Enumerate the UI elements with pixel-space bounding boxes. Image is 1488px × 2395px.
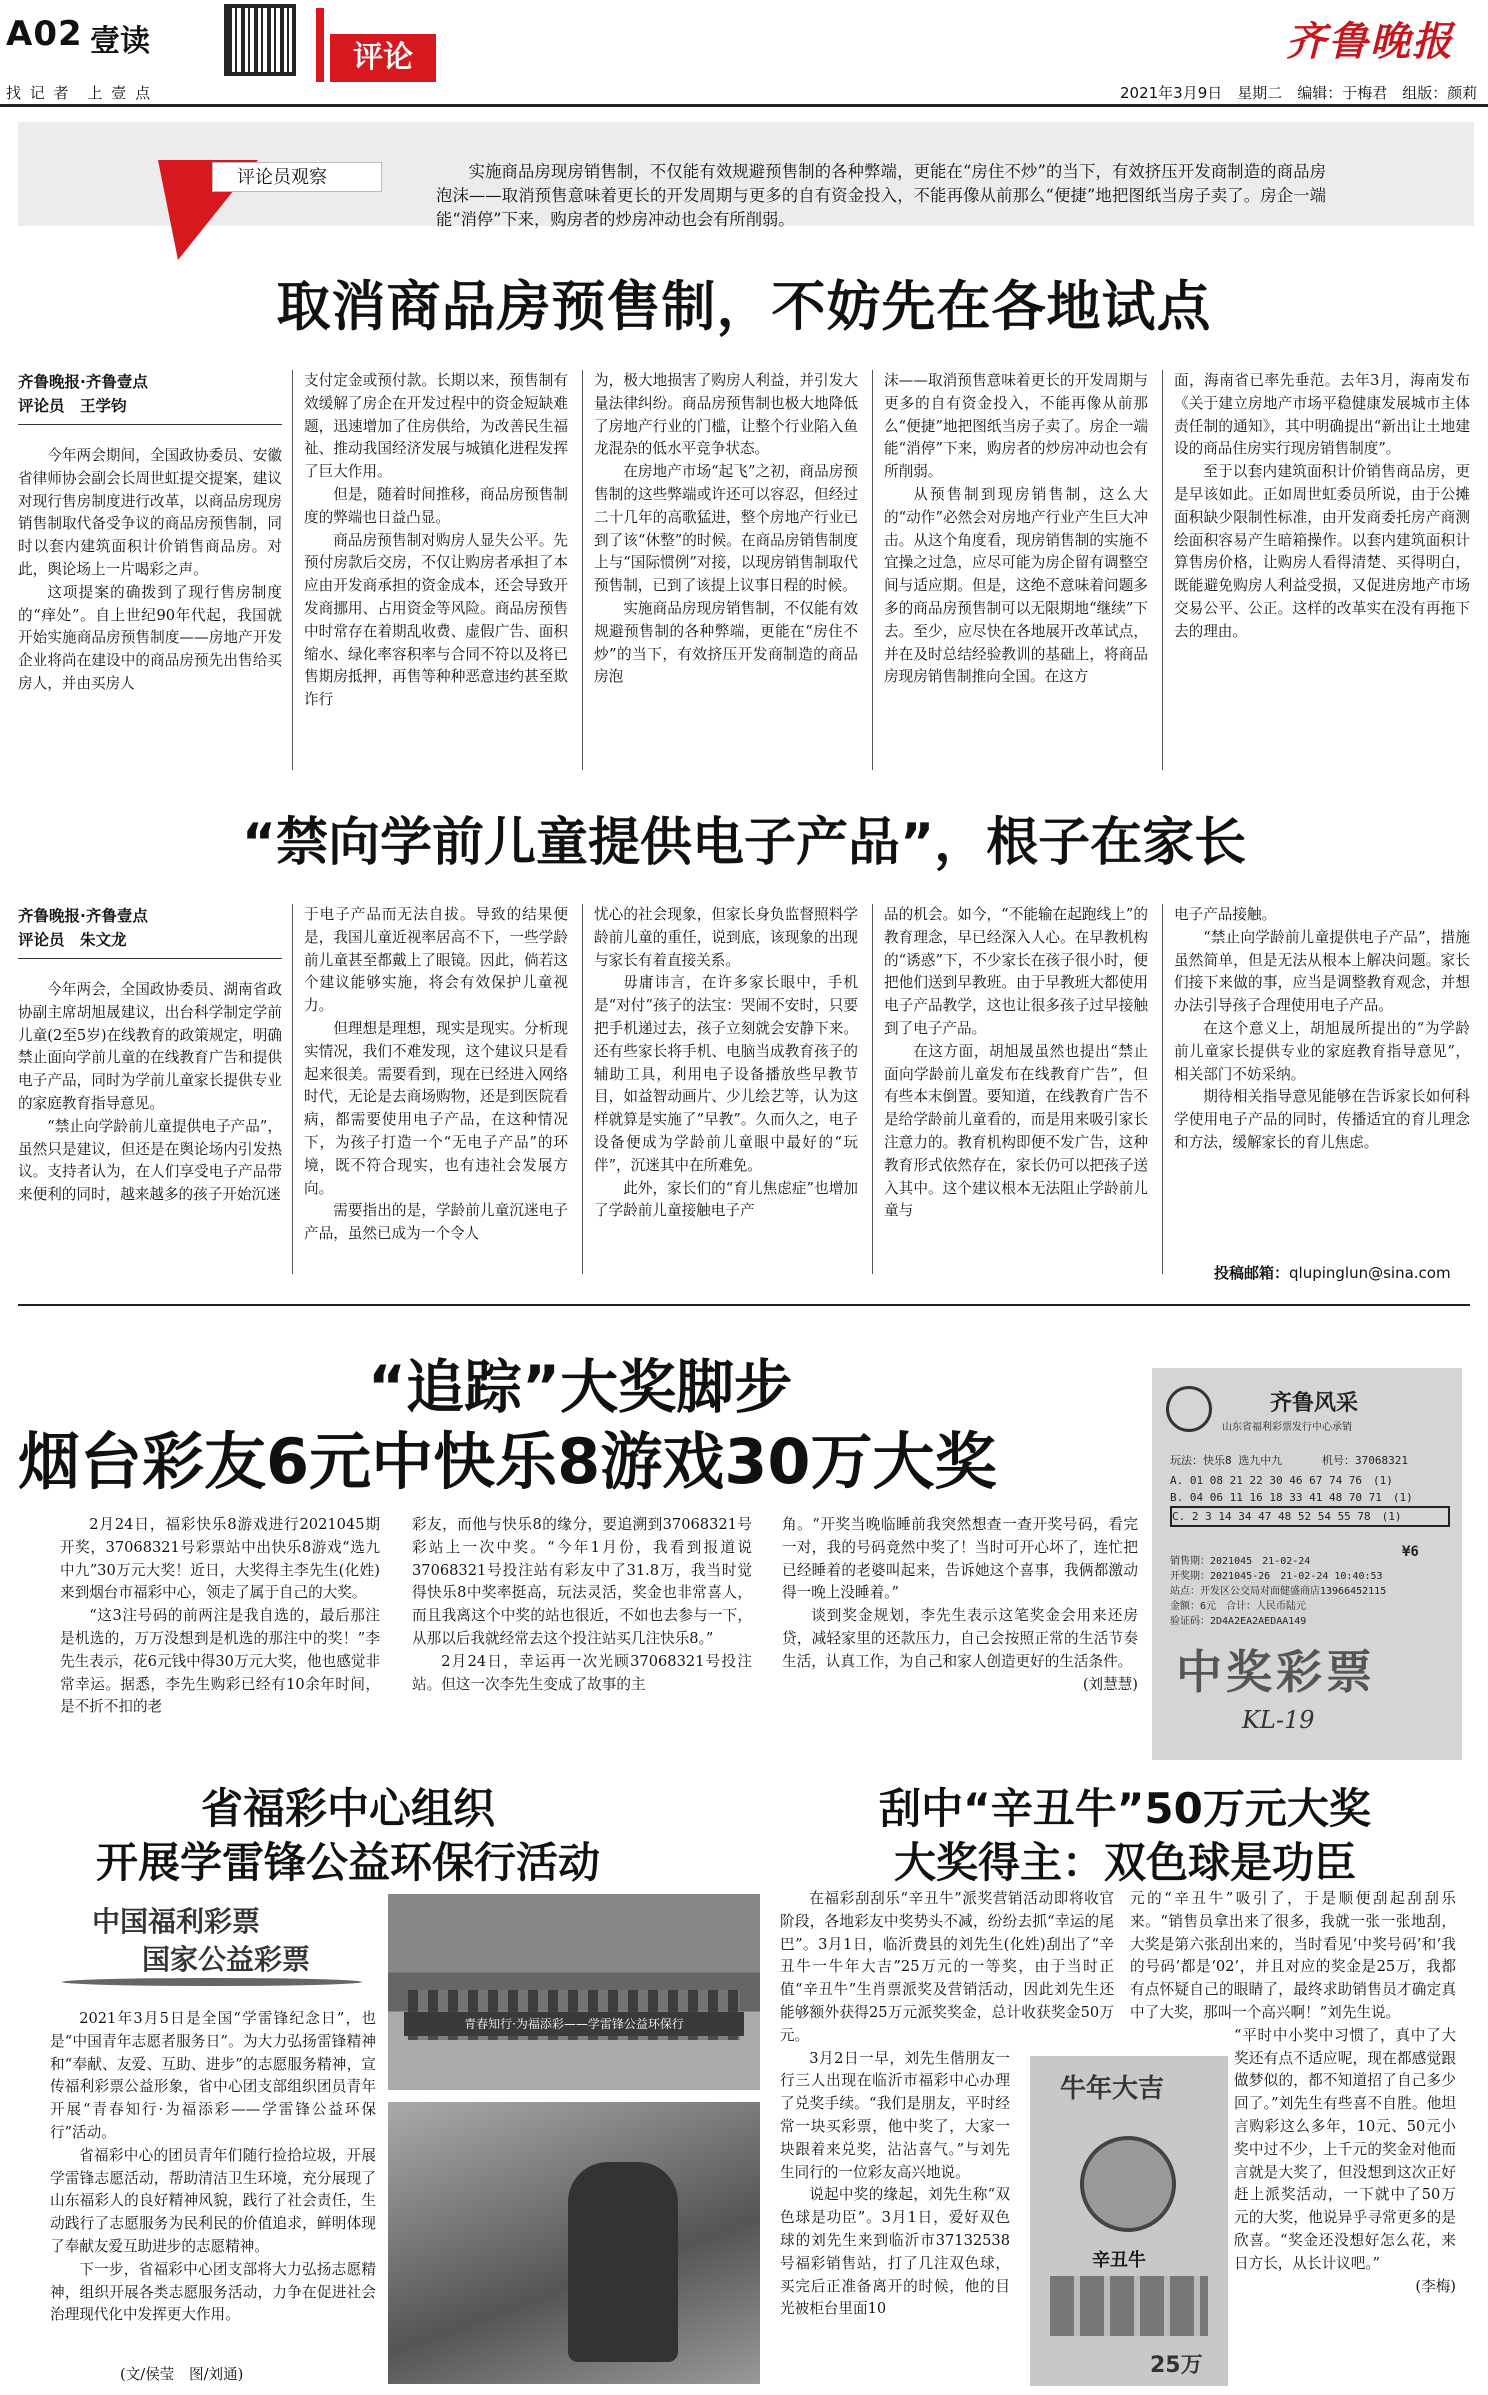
- paragraph: 面，海南省已率先垂范。去年3月，海南发布《关于建立房地产市场平稳健康发展城市主体责任制的通知》，其中明确提出“新出让土地建设的商品住房实行现房销售制度”。: [1174, 372, 1470, 458]
- lottery-headline-1: “追踪”大奖脚步: [367, 1353, 793, 1421]
- article1-column-4: [884, 370, 1148, 780]
- welfare-headline-2: 开展学雷锋公益环保行活动: [95, 1838, 600, 1887]
- paragraph: 期待相关指导意见能够在告诉家长如何科学使用电子产品的同时，传播适宜的育儿理念和方法，缓解家长的育儿焦虑。: [1174, 1088, 1470, 1151]
- byline-source: 齐鲁晚报·齐鲁壹点: [18, 373, 148, 391]
- author-credit: (李梅): [1415, 2277, 1456, 2295]
- ox-illustration: [1080, 2136, 1176, 2232]
- qr-caption: 找 记 者 上 壹 点: [6, 84, 153, 102]
- tab-accent: [316, 8, 324, 82]
- paragraph: 但理想是理想，现实是现实。分析现实情况，我们不难发现，这个建议只是看起来很美。需要看到，现在已经进入网络时代，无论是去商场购物，还是到医院看病，都需要使用电子产品，在这种情况下，为孩子打造一个“无电子产品”的环境，既不符合现实，也有违社会发展方向。: [304, 1019, 568, 1197]
- paragraph: 忧心的社会现象，但家长身负监督照料学龄前儿童的重任，说到底，该现象的出现与家长有着直接关系。: [594, 906, 858, 969]
- paragraph: 品的机会。如今，“不能输在起跑线上”的教育理念，早已经深入人心。在早教机构的“诱惑”下，不少家长在孩子很小时，便把他们送到早教班。由于早教班大都使用电子产品教学，这也让很多孩子过早接触到了电子产品。: [884, 906, 1148, 1037]
- column-rule: [292, 370, 293, 770]
- paragraph: “平时中小奖中习惯了，真中了大奖还有点不适应呢，现在都感觉跟做梦似的，都不知道招了自己多少回了。”刘先生有些喜不自胜。他坦言购彩这么多年，10元、50元小奖中过不少，上千元的奖金对他而言就是大奖了，但没想到这次正好赶上派奖活动，一下就中了50万元的大奖，他说异乎寻常更多的是欣喜。“奖金还没想好怎么花，来日方长，从长计议吧。”: [1234, 2026, 1456, 2272]
- paragraph: 支付定金或预付款。长期以来，预售制有效缓解了房企在开发过程中的资金短缺难题，迅速增加了住房供给，为改善民生福祉、推动我国经济发展与城镇化进程发挥了巨大作用。: [304, 372, 568, 481]
- paragraph: 需要指出的是，学龄前儿童沉迷电子产品，虽然已成为一个令人: [304, 1202, 568, 1243]
- observer-summary: 实施商品房现房销售制，不仅能有效规避预售制的各种弊端，更能在“房住不炒”的当下，有效挤压开发商制造的商品房泡沫——取消预售意味着更长的开发周期与更多的自有资金投入，不能再像从前那么“便捷”地把图纸当房子卖了。房企一端能“消停”下来，购房者的炒房冲动也会有所削弱。: [436, 162, 1326, 229]
- page-number: A02: [6, 14, 83, 54]
- paragraph: 2021年3月5日是全国“学雷锋纪念日”，也是“中国青年志愿者服务日”。为大力弘扬雷锋精神和“奉献、友爱、互助、进步”的志愿服务精神，宣传福利彩票公益形象，省中心团支部组织团员青年开展“青春知行·为福添彩——学雷锋公益环保行”活动。: [50, 2010, 376, 2141]
- scratch-prize: 25万: [1150, 2353, 1203, 2378]
- logo-line-2: 国家公益彩票: [142, 1943, 311, 1976]
- volunteer-group-photo: [388, 1894, 760, 2090]
- ticket-row: A. 01 08 21 22 30 46 67 74 76 (1): [1170, 1474, 1393, 1487]
- column-rule: [1162, 370, 1163, 770]
- ticket-station: 机号：37068321: [1322, 1454, 1408, 1467]
- ticket-meta-line: 开奖期：2021045-26 21-02-24 10:40:53: [1170, 1571, 1383, 1582]
- byline-author: 评论员 王学钧: [18, 397, 127, 415]
- paragraph: “禁止向学龄前儿童提供电子产品”，措施虽然简单，但是无法从根本上解决问题。家长们接下来做的事，应当是调整教育观念，并想办法引导孩子合理使用电子产品。: [1174, 928, 1470, 1015]
- dateline: 2021年3月9日 星期二 编辑：于梅君 组版：颜莉: [1120, 84, 1478, 102]
- email-address: qlupinglun@sina.com: [1289, 1264, 1451, 1282]
- column-rule: [1162, 904, 1163, 1274]
- volunteer-figure: [568, 2162, 678, 2362]
- lottery-column-3: [782, 1514, 1138, 1754]
- column-rule: [292, 904, 293, 1274]
- paragraph: 省福彩中心的团员青年们随行捡拾垃圾，开展学雷锋志愿活动，帮助清洁卫生环境，充分展现了山东福彩人的良好精神风貌，践行了社会责任，生动践行了志愿服务为民利民的价值追求，鲜明体现了奉献友爱互助进步的志愿精神。: [50, 2146, 376, 2255]
- article2-column-2: [304, 904, 568, 1286]
- ticket-meta-line: 销售期：2021045 21-02-24: [1170, 1556, 1311, 1567]
- observer-label-text: 评论员观察: [237, 167, 327, 188]
- article1-column-2: [304, 370, 568, 780]
- paragraph: 今年两会，全国政协委员、湖南省政协副主席胡旭晟建议，出台科学制定学前儿童(2至5岁)在线教育的政策规定，明确禁止面向学前儿童的在线教育广告和提供电子产品，同时为学前儿童家长提供专业的家庭教育指导意见。: [18, 981, 282, 1112]
- ticket-logo: [1166, 1386, 1212, 1432]
- welfare-logo: [62, 1894, 362, 1994]
- column-rule: [872, 370, 873, 770]
- paragraph: 于电子产品而无法自拔。导致的结果便是，我国儿童近视率居高不下，一些学龄前儿童甚至都戴上了眼镜。因此，倘若这个建议能够实施，将会有效保护儿童视力。: [304, 906, 568, 1015]
- ticket-issuer: 山东省福利彩票发行中心承销: [1222, 1422, 1352, 1433]
- paragraph: 3月2日一早，刘先生偕朋友一行三人出现在临沂市福彩中心办理了兑奖手续。“我们是朋友，平时经常一块买彩票，他中奖了，大家一块跟着来兑奖，沾沾喜气。”与刘先生同行的一位彩友高兴地说。: [780, 2049, 1010, 2181]
- paragraph: 为，极大地损害了购房人利益，并引发大量法律纠纷。商品房预售制也极大地降低了房地产行业的门槛，让整个行业陷入鱼龙混杂的低水平竞争状态。: [594, 372, 858, 458]
- paragraph: 2月24日，福彩快乐8游戏进行2021045期开奖，37068321号彩票站中出快乐8游戏“选九中九”30万元大奖！近日，大奖得主李先生(化姓)来到烟台市福彩中心，领走了属于自己的大奖。: [60, 1516, 380, 1602]
- ticket-play: 玩法：快乐8 选九中九: [1170, 1454, 1283, 1467]
- ticket-handwritten-note: KL-19: [1242, 1706, 1315, 1734]
- paragraph: 毋庸讳言，在许多家长眼中，手机是“对付”孩子的法宝：哭闹不安时，只要把手机递过去，孩子立刻就会安静下来。还有些家长将手机、电脑当成教育孩子的辅助工具，利用电子设备播放些早教节目，如益智动画片、少儿绘艺等，认为这样就算是实施了“早教”。久而久之，电子设备便成为学龄前儿童眼中最好的“玩伴”，沉迷其中在所难免。: [594, 974, 858, 1174]
- lottery-ticket-photo: [1152, 1368, 1462, 1760]
- author-credit: (刘慧慧): [1082, 1675, 1138, 1693]
- paragraph: 下一步，省福彩中心团支部将大力弘扬志愿精神，组织开展各类志愿服务活动，力争在促进社会治理现代化中发挥更大作用。: [50, 2260, 376, 2324]
- column-rule: [872, 904, 873, 1274]
- paragraph: 谈到奖金规划，李先生表示这笔奖金会用来还房贷，减轻家里的还款压力，自己会按照正常的生活节奏生活，认真工作，为自己和家人创造更好的生活条件。: [782, 1607, 1138, 1670]
- qr-code[interactable]: [224, 4, 296, 76]
- ticket-brand: 齐鲁风采: [1270, 1391, 1359, 1416]
- paragraph: 但是，随着时间推移，商品房预售制度的弊端也日益凸显。: [304, 485, 568, 526]
- ticket-numbers: [1170, 1472, 1450, 1527]
- ox-headline-1: 刮中“辛丑牛”50万元大奖: [879, 1784, 1371, 1833]
- article2-column-1: [18, 904, 282, 1286]
- welfare-headline-1: 省福彩中心组织: [200, 1784, 495, 1833]
- paragraph: 从预售制到现房销售制，这么大的“动作”必然会对房地产行业产生巨大冲击。从这个角度看，现房销售制的实施不宜操之过急，应尽可能为房企留有调整空间与适应期。但是，这绝不意味着问题多多的商品房预售制可以无限期地“继续”下去。至少，应尽快在各地展开改革试点，并在及时总结经验教训的基础上，将商品房现房销售制推向全国。在这方: [884, 485, 1148, 686]
- article1-column-1: [18, 370, 282, 780]
- volunteer-cleanup-photo: [388, 2102, 760, 2384]
- article1-column-5: [1174, 370, 1470, 780]
- column-rule: [582, 370, 583, 770]
- photo-credit: (文/侯莹 图/刘通): [120, 2366, 244, 2383]
- article2-byline: [18, 904, 282, 952]
- paragraph: 沫——取消预售意味着更长的开发周期与更多的自有资金投入，不能再像从前那么“便捷”地把图纸当房子卖了。房企一端能“消停”下来，购房者的炒房冲动也会有所削弱。: [884, 372, 1148, 481]
- paragraph: 商品房预售制对购房人显失公平。先预付房款后交房，不仅让购房者承担了本应由开发商承担的资金成本，还会导致开发商挪用、占用资金等风险。商品房预售中时常存在着期乱收费、虚假广告、面积缩水、绿化率容积率与合同不符以及将已售期房抵押，再售等种种恶意违约甚至欺诈行: [304, 531, 568, 709]
- section-tab[interactable]: 评论: [330, 34, 436, 82]
- newspaper-logo: 齐鲁晚报: [1286, 18, 1454, 65]
- paragraph: 角。“开奖当晚临睡前我突然想查一查开奖号码，看完一对，我的号码竟然中奖了！当时可开心坏了，连忙把已经睡着的老婆叫起来，告诉她这个喜事，我俩都激动得一晚上没睡着。”: [782, 1516, 1138, 1602]
- paragraph: 说起中奖的缘起，刘先生称“双色球是功臣”。3月1日，爱好双色球的刘先生来到临沂市37132538号福彩销售站，打了几注双色球，买完后正准备离开的时候，他的目光被柜台里面10: [780, 2186, 1010, 2318]
- ticket-meta: [1170, 1554, 1450, 1629]
- logo-line-1: 中国福利彩票: [92, 1905, 261, 1938]
- ticket-meta-line: 站点：开发区公交局对面健盛商店13966452115: [1170, 1586, 1387, 1597]
- scratch-title: 牛年大吉: [1060, 2074, 1165, 2104]
- ox-headline-2: 大奖得主：双色球是功臣: [893, 1838, 1356, 1887]
- header-rule: [0, 104, 1488, 107]
- paragraph: 元的“辛丑牛”吸引了，于是顺便刮起刮刮乐来。“销售员拿出来了很多，我就一张一张地刮，大奖是第六张刮出来的，当时看见‘中奖号码’和‘我的号码’都是‘02’，并且对应的奖金是25万，我都有点怀疑自己的眼睛了，最终求助销售员才确定真中了大奖，那叫一个高兴啊！”刘先生说。: [1130, 1890, 1456, 2021]
- paragraph: 此外，家长们的“育儿焦虑症”也增加了学龄前儿童接触电子产: [594, 1179, 858, 1220]
- article2-column-4: [884, 904, 1148, 1286]
- paragraph: 2月24日，幸运再一次光顾37068321号投注站。但这一次李先生变成了故事的主: [412, 1652, 752, 1693]
- submission-email[interactable]: [1214, 1262, 1451, 1283]
- observer-label: [212, 162, 382, 192]
- winning-stamp: 中奖彩票: [1176, 1645, 1376, 1699]
- welfare-body: [50, 2008, 376, 2358]
- ticket-amount: ¥6: [1402, 1544, 1419, 1560]
- paragraph: “这3注号码的前两注是我自选的，最后那注是机选的，万万没想到是机选的那注中的奖！”李先生表示，花6元钱中得30万元大奖，他也感觉非常幸运。据悉，李先生购彩已经有10余年时间，是不折不扣的老: [60, 1607, 380, 1716]
- column-rule: [582, 904, 583, 1274]
- paragraph: 这项提案的确拨到了现行售房制度的“痒处”。自上世纪90年代起，我国就开始实施商品房预售制度——房地产开发企业将尚在建设中的商品房预先出售给买房人，并由买房人: [18, 583, 282, 692]
- ticket-meta-line: 金额：6元 合计：人民币陆元: [1170, 1601, 1307, 1612]
- paragraph: 在房地产市场“起飞”之初，商品房预售制的这些弊端或许还可以容忍，但经过二十几年的高歌猛进，整个房地产行业已到了该“休整”的时候。在商品房销售制度上与“国际惯例”对接，以现房销售制取代预售制，已到了该提上议事日程的时候。: [594, 463, 858, 595]
- byline-source: 齐鲁晚报·齐鲁壹点: [18, 907, 148, 925]
- paragraph: 在福彩刮刮乐“辛丑牛”派奖营销活动即将收官阶段，各地彩友中奖势头不减，纷纷去抓“幸运的尾巴”。3月1日，临沂费县的刘先生(化姓)刮出了“辛丑牛一牛年大吉”25万元的一等奖，由于当时正值“辛丑牛”生肖票派奖及营销活动，因此刘先生还能够额外获得25万元派奖奖金，总计收获奖金50万元。: [780, 1890, 1114, 2044]
- scratch-ticket-photo: [1030, 2056, 1228, 2386]
- section-divider: [18, 1304, 1470, 1306]
- ticket-row: B. 04 06 11 16 18 33 41 48 70 71 (1): [1170, 1491, 1413, 1504]
- paragraph: 实施商品房现房销售制，不仅能有效规避预售制的各种弊端，更能在“房住不炒”的当下，有效挤压开发商制造的商品房泡: [594, 599, 858, 686]
- paragraph: 在这个意义上，胡旭晟所提出的“为学龄前儿童家长提供专业的家庭教育指导意见”，相关部门不妨采纳。: [1174, 1019, 1470, 1083]
- logo-swoosh: [62, 1978, 362, 1986]
- event-banner: 青春知行·为福添彩——学雷锋公益环保行: [404, 2012, 744, 2036]
- section-name: 壹读: [90, 24, 150, 59]
- article2-headline: “禁向学前儿童提供电子产品”，根子在家长: [241, 813, 1247, 873]
- lottery-headline-2: 烟台彩友6元中快乐8游戏30万大奖: [18, 1425, 997, 1498]
- ticket-row: C. 2 3 14 34 47 48 52 54 55 78 (1): [1170, 1506, 1450, 1527]
- article1-headline: 取消商品房预售制，不妨先在各地试点: [276, 275, 1212, 338]
- paragraph: 电子产品接触。: [1174, 906, 1277, 923]
- paragraph: 彩友，而他与快乐8的缘分，要追溯到37068321号彩站上一次中奖。“今年1月份，我看到报道说37068321号投注站有彩友中了31.8万，我当时觉得快乐8中奖率挺高，玩法灵活，奖金也非常喜人，而且我离这个中奖的站也很近，不如也去参与一下，从那以后我就经常去这个投注站买几注快乐8。”: [412, 1516, 752, 1647]
- ticket-meta-line: 验证码：2D4A2EA2AEDAA149: [1170, 1616, 1307, 1627]
- article1-byline: [18, 370, 282, 418]
- article2-column-3: [594, 904, 858, 1286]
- scratch-grid: [1050, 2276, 1208, 2336]
- email-label: 投稿邮箱：: [1214, 1264, 1290, 1282]
- byline-author: 评论员 朱文龙: [18, 931, 127, 949]
- paragraph: 今年两会期间，全国政协委员、安徽省律师协会副会长周世虹提交提案，建议对现行售房制度进行改革，以商品房现房销售制取代备受争议的商品房预售制，同时以套内建筑面积计价销售商品房。对此，舆论场上一片喝彩之声。: [18, 447, 282, 578]
- paragraph: 至于以套内建筑面积计价销售商品房，更是早该如此。正如周世虹委员所说，由于公摊面积缺少限制性标准，由开发商委托房产商测绘面积容易产生暗箱操作。以套内建筑面积计算售房价格，让购房人看得清楚、买得明白，既能避免购房人利益受损，又促进房地产市场交易公平、公正。这样的改革实在没有再拖下去的理由。: [1174, 463, 1470, 640]
- lottery-column-2: [412, 1514, 752, 1754]
- article2-column-5: [1174, 904, 1470, 1244]
- article1-column-3: [594, 370, 858, 780]
- paragraph: 在这方面，胡旭晟虽然也提出“禁止面向学龄前儿童发布在线教育广告”，但有些本末倒置。要知道，在线教育广告不是给学龄前儿童看的，而是用来吸引家长注意力的。教育机构即便不发广告，这种教育形式依然存在，家长仍可以把孩子送入其中。这个建议根本无法阻止学龄前儿童与: [884, 1042, 1148, 1220]
- paragraph: “禁止向学龄前儿童提供电子产品”，虽然只是建议，但还是在舆论场内引发热议。支持者认为，在人们享受电子产品带来便利的同时，越来越多的孩子开始沉迷: [18, 1117, 282, 1204]
- scratch-sub: 辛丑牛: [1092, 2250, 1146, 2271]
- lottery-column-1: [60, 1514, 380, 1754]
